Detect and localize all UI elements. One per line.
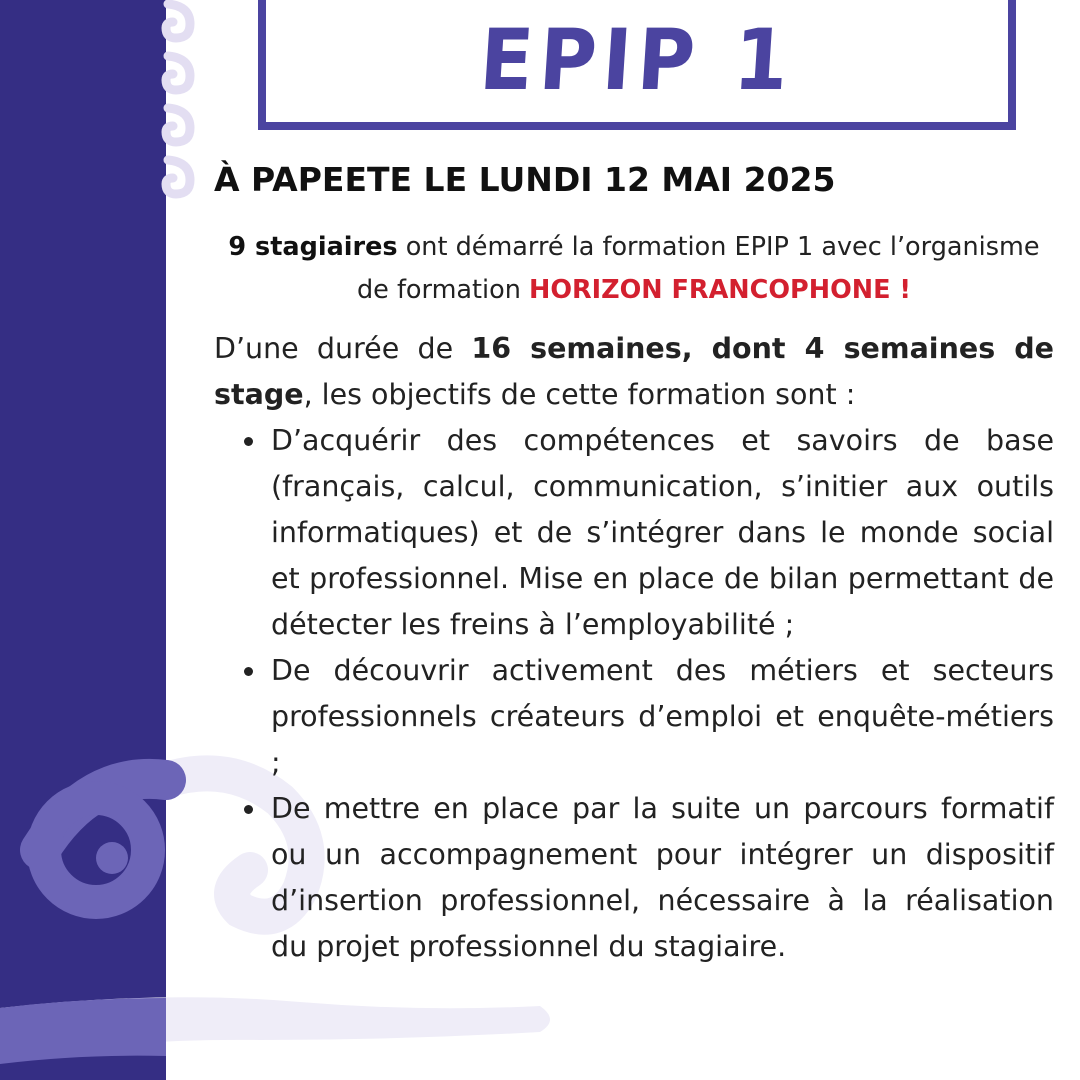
organization-name: HORIZON FRANCOPHONE !	[528, 275, 912, 305]
title-banner	[258, 0, 1016, 130]
duration-lead: D’une durée de	[214, 332, 472, 365]
list-item	[214, 786, 1054, 970]
trainee-count: 9 stagiaires	[228, 232, 398, 262]
date-heading: À PAPEETE LE LUNDI 12 MAI 2025	[214, 160, 836, 199]
objective-text: De mettre en place par la suite un parcours formatif ou un accompagnement pour intégrer un dispositif d’insertion professionnel, nécessaire à la réalisation du projet professionnel du stagiaire.	[271, 792, 1054, 963]
objective-text: D’acquérir des compétences et savoirs de base (français, calcul, communication, s’initier aux outils informatiques) et de s’intégrer dans le monde social et professionnel. Mise en place de bilan permettant de détecter les freins à l’employabilité ;	[271, 424, 1054, 641]
page-title: EPIP 1	[476, 12, 798, 110]
bullet-icon	[244, 667, 253, 676]
intro-text	[214, 226, 1054, 312]
list-item	[214, 648, 1054, 786]
bullet-icon	[244, 437, 253, 446]
spiral-pattern-decoration	[140, 0, 220, 230]
duration-value: 16 semaines, dont 4 semaines de stage	[214, 332, 1055, 411]
objective-text: De découvrir activement des métiers et secteurs professionnels créateurs d’emploi et enquête-métiers ;	[271, 654, 1054, 779]
duration-paragraph	[214, 326, 1054, 418]
intro-body: ont démarré la formation EPIP 1 avec l’organisme de formation	[356, 232, 1040, 305]
duration-tail: , les objectifs de cette formation sont :	[303, 378, 856, 411]
list-item	[214, 418, 1054, 648]
bullet-icon	[244, 805, 253, 814]
objectives-list	[214, 418, 1054, 970]
